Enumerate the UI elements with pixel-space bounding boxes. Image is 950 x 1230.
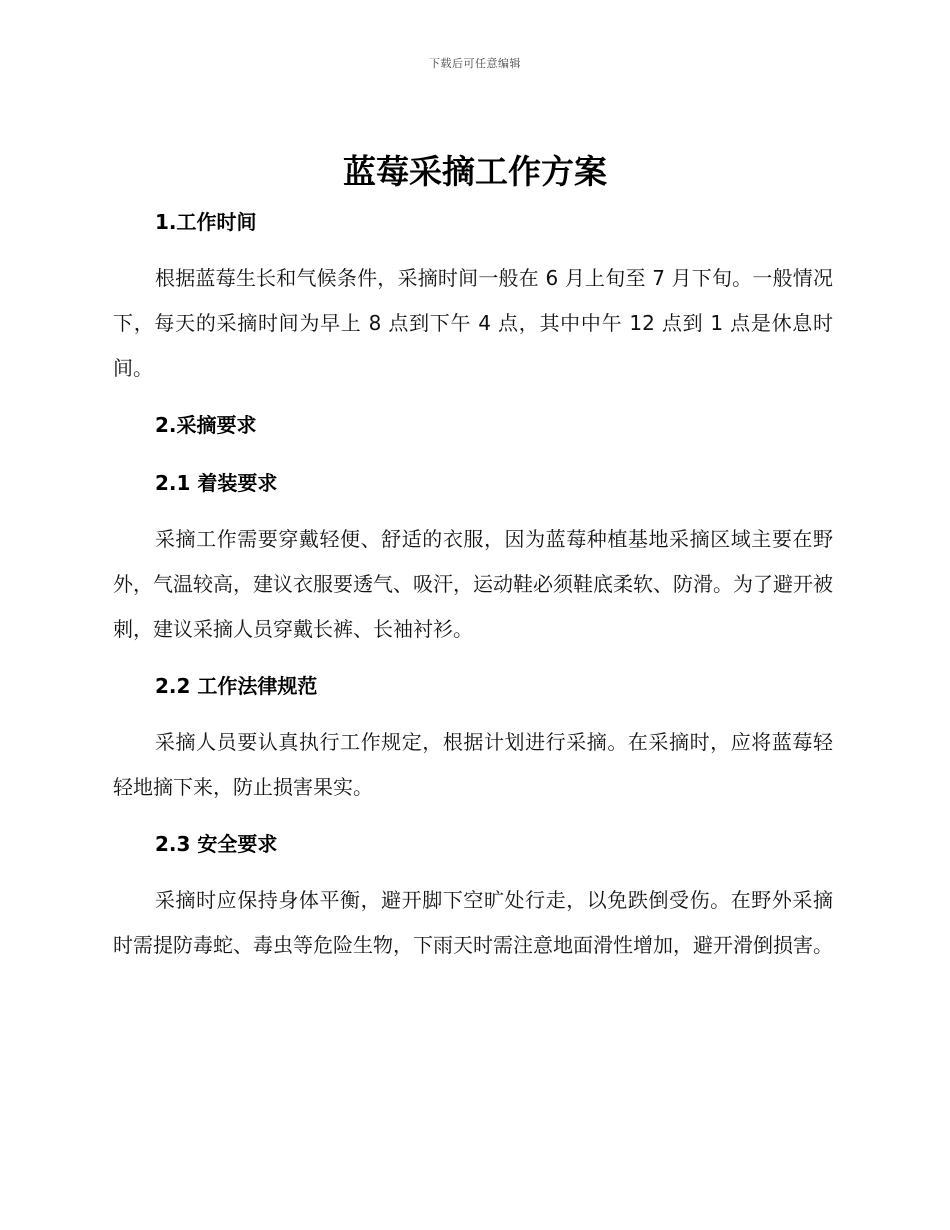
section-heading-dress-requirements: 2.1 着装要求	[155, 471, 278, 495]
section-body-work-time: 根据蓝莓生长和气候条件，采摘时间一般在 6 月上旬至 7 月下旬。一般情况下，每天的采摘时间为早上 8 点到下午 4 点，其中中午 12 点到 1 点是休息时间。	[113, 266, 833, 380]
section-heading-picking-requirements: 2.采摘要求	[155, 413, 257, 437]
section-body-work-rules: 采摘人员要认真执行工作规定，根据计划进行采摘。在采摘时，应将蓝莓轻轻地摘下来，防止损害果实。	[113, 730, 833, 799]
section-heading-safety-requirements: 2.3 安全要求	[155, 832, 278, 856]
document-title: 蓝莓采摘工作方案	[343, 152, 607, 191]
document-body	[113, 200, 833, 968]
section-body-dress-requirements: 采摘工作需要穿戴轻便、舒适的衣服，因为蓝莓种植基地采摘区域主要在野外，气温较高，建议衣服要透气、吸汗，运动鞋必须鞋底柔软、防滑。为了避开被刺，建议采摘人员穿戴长裤、长袖衬衫。	[113, 527, 833, 641]
header-note: 下载后可任意编辑	[429, 57, 521, 70]
section-body-safety-requirements: 采摘时应保持身体平衡，避开脚下空旷处行走，以免跌倒受伤。在野外采摘时需提防毒蛇、毒虫等危险生物，下雨天时需注意地面滑性增加，避开滑倒损害。	[113, 888, 833, 957]
section-heading-work-rules: 2.2 工作法律规范	[155, 674, 318, 698]
section-heading-work-time: 1.工作时间	[155, 210, 257, 234]
